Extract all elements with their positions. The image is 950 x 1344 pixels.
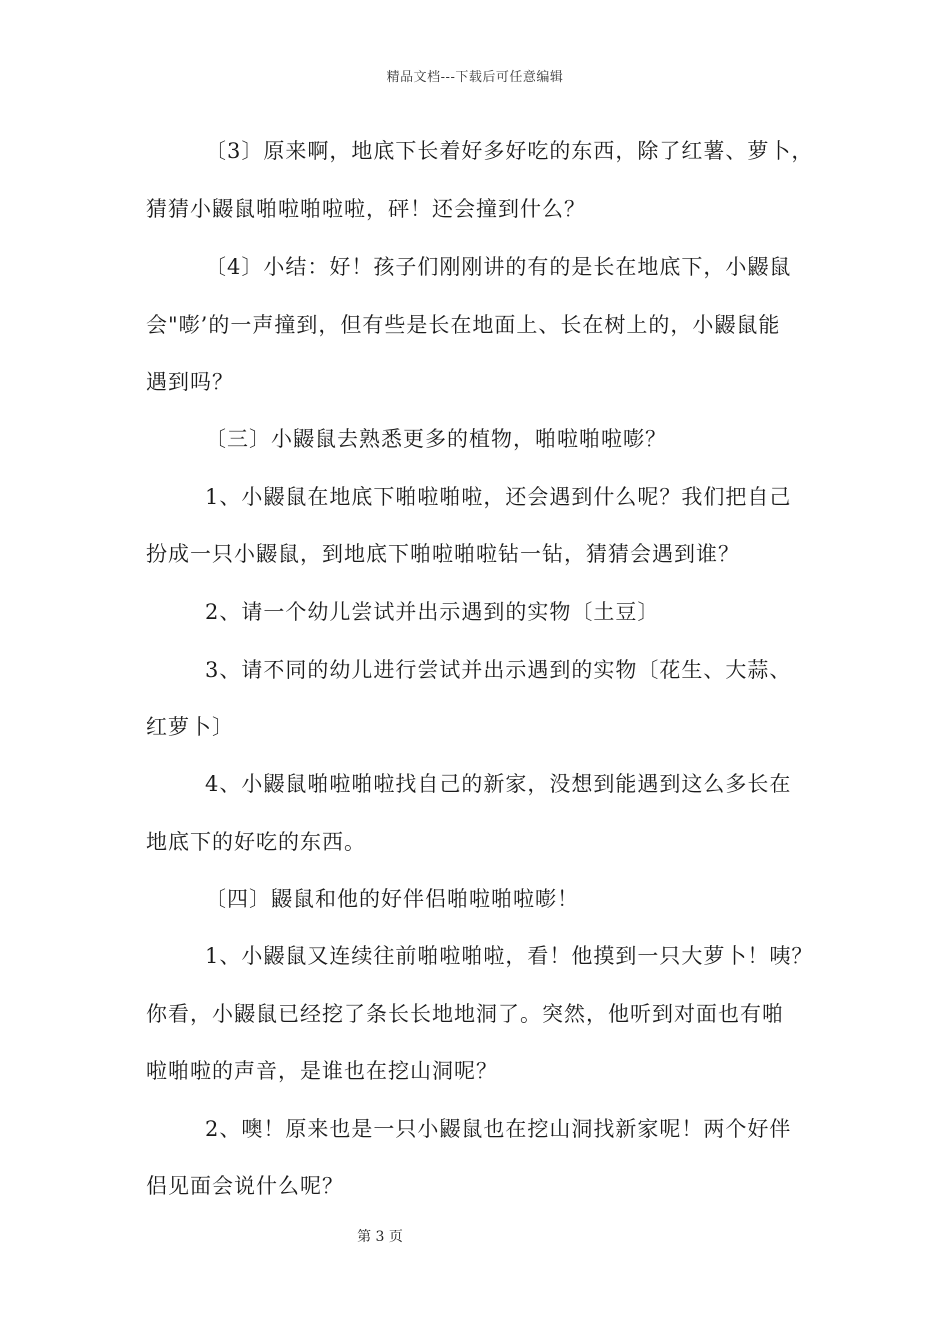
- page-number: 第 3 页: [357, 1229, 403, 1245]
- page-header: 精品文档---下载后可任意编辑: [386, 70, 564, 85]
- text-line: 3、请不同的幼儿进行尝试并出示遇到的实物〔花生、大蒜、: [205, 658, 792, 682]
- section-heading: 〔四〕鼹鼠和他的好伴侣啪啦啪啦嘭！: [205, 887, 579, 911]
- text-line: 1、小鼹鼠又连续往前啪啦啪啦，看！他摸到一只大萝卜！咦？: [205, 944, 814, 968]
- text-line: 啦啪啦的声音，是谁也在挖山洞呢？: [146, 1059, 498, 1083]
- text-line: 会"嘭’的一声撞到，但有些是长在地面上、长在树上的，小鼹鼠能: [146, 313, 781, 337]
- text-line: 2、噢！原来也是一只小鼹鼠也在挖山洞找新家呢！两个好伴: [205, 1117, 792, 1141]
- section-heading: 〔三〕小鼹鼠去熟悉更多的植物，啪啦啪啦嘭？: [205, 427, 667, 451]
- text-line: 红萝卜〕: [146, 715, 234, 739]
- text-line: 扮成一只小鼹鼠，到地底下啪啦啪啦钻一钻，猜猜会遇到谁？: [146, 542, 740, 566]
- text-line: 4、小鼹鼠啪啦啪啦找自己的新家，没想到能遇到这么多长在: [205, 772, 792, 796]
- text-line: 2、请一个幼儿尝试并出示遇到的实物〔土豆〕: [205, 600, 660, 624]
- text-line: 1、小鼹鼠在地底下啪啦啪啦，还会遇到什么呢？我们把自己: [205, 485, 792, 509]
- text-line: 你看，小鼹鼠已经挖了条长长地地洞了。突然，他听到对面也有啪: [146, 1002, 784, 1026]
- text-line: 猜猜小鼹鼠啪啦啪啦啦，砰！还会撞到什么？: [146, 197, 586, 221]
- text-line: 〔3〕原来啊，地底下长着好多好吃的东西，除了红薯、萝卜，: [205, 139, 814, 163]
- text-line: 〔4〕小结：好！孩子们刚刚讲的有的是长在地底下，小鼹鼠: [205, 255, 792, 279]
- text-line: 遇到吗？: [146, 370, 234, 394]
- text-line: 地底下的好吃的东西。: [146, 830, 366, 854]
- text-line: 侣见面会说什么呢？: [146, 1174, 344, 1198]
